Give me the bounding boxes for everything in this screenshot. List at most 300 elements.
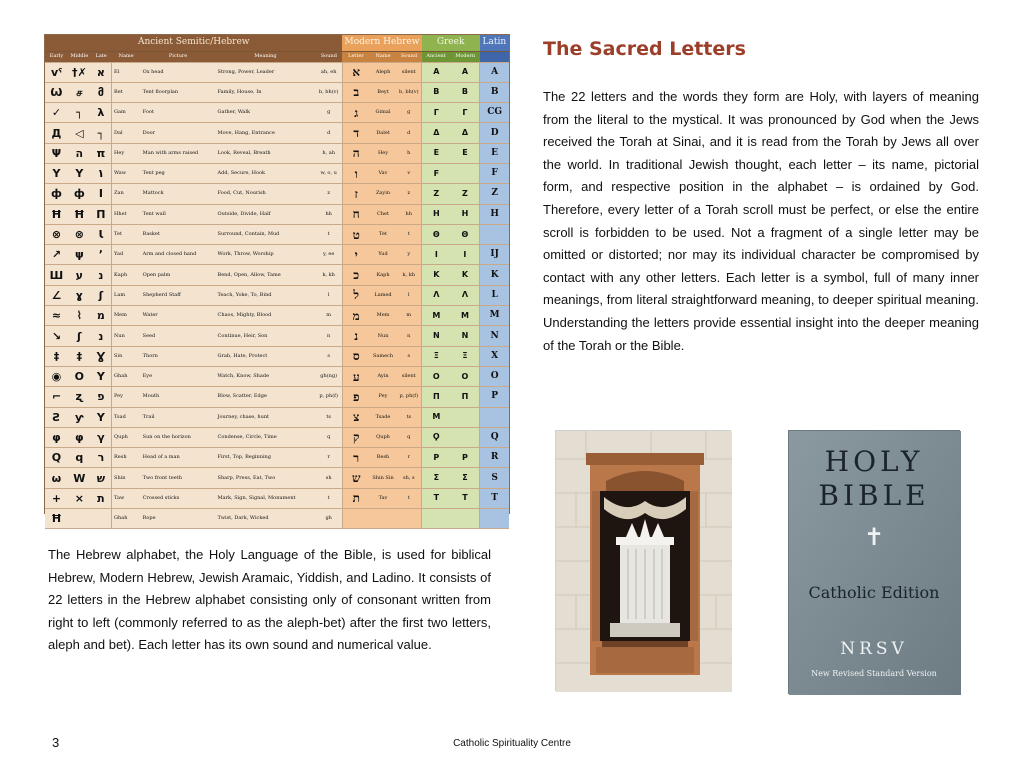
cell-meaning: Blow, Scatter, Edge	[216, 387, 316, 407]
table-row	[45, 62, 509, 82]
cell-modern-letter: ה	[342, 143, 369, 163]
cell-modern-name: Chet	[370, 204, 397, 224]
alphabet-table-body	[45, 62, 509, 529]
cell-sound: sh	[315, 468, 342, 488]
cell-meaning: Move, Hang, Entrance	[216, 123, 316, 143]
cell-early: Q	[45, 448, 68, 468]
cell-middle: ச	[68, 82, 91, 102]
cell-sound: gh	[315, 509, 342, 529]
cell-modern-name: Gimal	[370, 103, 397, 123]
bible-version-full: New Revised Standard Version	[811, 669, 937, 678]
cell-greek-modern: H	[451, 204, 480, 224]
cell-greek-ancient: Π	[422, 387, 451, 407]
cell-picture: Eye	[141, 366, 216, 386]
footer-text: Catholic Spirituality Centre	[453, 738, 571, 749]
table-row	[45, 204, 509, 224]
cell-greek-ancient: Λ	[422, 285, 451, 305]
cell-latin: K	[480, 265, 509, 285]
bible-title-line2: BIBLE	[818, 479, 930, 512]
cell-sound: q	[315, 427, 342, 447]
cell-modern-letter: ח	[342, 204, 369, 224]
cell-modern-sound: y	[397, 245, 422, 265]
cell-picture: Tent peg	[141, 163, 216, 183]
cell-sound: s	[315, 346, 342, 366]
cell-name: Hey	[112, 143, 141, 163]
cell-early: Ѡ	[45, 82, 68, 102]
cell-greek-modern: P	[451, 448, 480, 468]
cell-modern-name: Pey	[370, 387, 397, 407]
cell-latin: N	[480, 326, 509, 346]
cell-picture: Trail	[141, 407, 216, 427]
cell-early: ‡	[45, 346, 68, 366]
cell-modern-sound: n	[397, 326, 422, 346]
cell-name: Quph	[112, 427, 141, 447]
header-middle: Middle	[68, 51, 91, 62]
table-row	[45, 326, 509, 346]
cell-meaning: Chaos, Mighty, Blood	[216, 306, 316, 326]
cell-modern-letter: ז	[342, 184, 369, 204]
cell-sound: t	[315, 224, 342, 244]
group-latin: Latin	[480, 35, 509, 51]
cell-early: ω	[45, 468, 68, 488]
cell-name: Tet	[112, 224, 141, 244]
cell-middle: ʃ	[68, 326, 91, 346]
table-row	[45, 468, 509, 488]
cell-middle: Ħ	[68, 204, 91, 224]
cell-middle: ‡	[68, 346, 91, 366]
cell-name: Nun	[112, 326, 141, 346]
cell-modern-letter: ר	[342, 448, 369, 468]
cell-greek-ancient: Ϙ	[422, 427, 451, 447]
bible-title-line1: HOLY	[824, 445, 924, 478]
cell-greek-ancient: F	[422, 163, 451, 183]
cell-modern-sound: k, kh	[397, 265, 422, 285]
cell-modern-sound: m	[397, 306, 422, 326]
cell-greek-ancient: K	[422, 265, 451, 285]
cell-modern-name: Aleph	[370, 62, 397, 82]
cell-modern-sound: hh	[397, 204, 422, 224]
cell-modern-letter: ב	[342, 82, 369, 102]
cell-late: ʃ	[91, 285, 112, 305]
cell-greek-ancient: Δ	[422, 123, 451, 143]
cell-greek-modern: Θ	[451, 224, 480, 244]
cell-sound: hh	[315, 204, 342, 224]
cell-picture: Shepherd Staff	[141, 285, 216, 305]
cell-modern-sound: r	[397, 448, 422, 468]
group-modern-hebrew: Modern Hebrew	[342, 35, 421, 51]
table-row	[45, 306, 509, 326]
cell-modern-name: Tav	[370, 488, 397, 508]
cell-modern-name: Kaph	[370, 265, 397, 285]
cell-meaning: First, Top, Beginning	[216, 448, 316, 468]
cell-modern-name: Tsade	[370, 407, 397, 427]
cell-greek-modern	[451, 407, 480, 427]
cell-greek-ancient: N	[422, 326, 451, 346]
cell-latin: P	[480, 387, 509, 407]
cell-middle: ⌇	[68, 306, 91, 326]
cell-meaning: Family, House, In	[216, 82, 316, 102]
cell-greek-modern: N	[451, 326, 480, 346]
cell-greek-ancient: E	[422, 143, 451, 163]
cell-modern-name: Dalet	[370, 123, 397, 143]
cell-picture: Seed	[141, 326, 216, 346]
cell-late: Y	[91, 407, 112, 427]
table-row	[45, 224, 509, 244]
cell-sound: t	[315, 488, 342, 508]
page-title: The Sacred Letters	[543, 38, 746, 60]
cell-greek-ancient: P	[422, 448, 451, 468]
cell-modern-letter: ט	[342, 224, 369, 244]
header-latin	[480, 51, 509, 62]
cell-greek-ancient	[422, 509, 451, 529]
cell-picture: Water	[141, 306, 216, 326]
cell-name: Shin	[112, 468, 141, 488]
cell-early: Ħ	[45, 509, 68, 529]
cell-meaning: Sharp, Press, Eat, Two	[216, 468, 316, 488]
cell-latin: D	[480, 123, 509, 143]
cell-middle: ψ	[68, 245, 91, 265]
cell-name: Sin	[112, 346, 141, 366]
cell-late: ┐	[91, 123, 112, 143]
cell-modern-letter: ס	[342, 346, 369, 366]
cell-late: Y	[91, 366, 112, 386]
cell-modern-name: Vav	[370, 163, 397, 183]
cell-late: π	[91, 143, 112, 163]
cell-name: Kaph	[112, 265, 141, 285]
cell-middle: W	[68, 468, 91, 488]
cell-middle: ƴ	[68, 407, 91, 427]
cell-latin	[480, 407, 509, 427]
cell-modern-name: Shin Sin	[370, 468, 397, 488]
cell-meaning: Journey, chase, hunt	[216, 407, 316, 427]
header-modern-sound: Sound	[397, 51, 422, 62]
table-row	[45, 103, 509, 123]
cell-picture: Open palm	[141, 265, 216, 285]
cell-picture: Crossed sticks	[141, 488, 216, 508]
cell-modern-letter	[342, 509, 369, 529]
cell-modern-sound: h	[397, 143, 422, 163]
alphabet-table	[45, 35, 509, 529]
cell-name: Hhet	[112, 204, 141, 224]
cell-modern-name: Lamed	[370, 285, 397, 305]
cell-modern-letter: א	[342, 62, 369, 82]
cell-middle: ɣ	[68, 285, 91, 305]
cell-modern-letter: ע	[342, 366, 369, 386]
cell-late: I	[91, 184, 112, 204]
cell-meaning: Continue, Heir, Son	[216, 326, 316, 346]
cell-sound: g	[315, 103, 342, 123]
cell-greek-ancient: T	[422, 488, 451, 508]
cell-name: Resh	[112, 448, 141, 468]
header-modern-name: Name	[370, 51, 397, 62]
header-name: Name	[112, 51, 141, 62]
cell-late: מ	[91, 306, 112, 326]
cell-greek-modern: E	[451, 143, 480, 163]
cell-picture: Rope	[141, 509, 216, 529]
cell-greek-modern: Σ	[451, 468, 480, 488]
cell-modern-name: Tet	[370, 224, 397, 244]
cell-early: ⊗	[45, 224, 68, 244]
torah-ark-illustration	[556, 431, 732, 692]
cell-modern-letter: ק	[342, 427, 369, 447]
cell-name: Lam	[112, 285, 141, 305]
cell-late: א	[91, 62, 112, 82]
cell-picture: Two front teeth	[141, 468, 216, 488]
cell-picture: Arm and closed hand	[141, 245, 216, 265]
cell-modern-letter: ש	[342, 468, 369, 488]
cell-modern-sound: t	[397, 224, 422, 244]
cell-sound: ts	[315, 407, 342, 427]
table-row	[45, 265, 509, 285]
cell-meaning: Teach, Yoke, To, Bind	[216, 285, 316, 305]
cell-late: Ɩ	[91, 224, 112, 244]
cell-greek-ancient: Σ	[422, 468, 451, 488]
cell-greek-modern: Δ	[451, 123, 480, 143]
cell-sound: r	[315, 448, 342, 468]
description-paragraph: The Hebrew alphabet, the Holy Language of the Bible, is used for biblical Hebrew, Modern Hebrew, Jewish Aramaic, Yiddish, and Ladino. It consists of 22 letters in the Hebrew alphabet consisting only of consonant written from right to left (commonly referred to as the aleph-bet) after the first two letters, aleph and bet). Each letter has its own sound and numerical value.	[48, 547, 491, 653]
cell-middle: ע	[68, 265, 91, 285]
cell-sound: b, bh(v)	[315, 82, 342, 102]
cell-latin: B	[480, 82, 509, 102]
header-late: Late	[91, 51, 112, 62]
cell-sound: l	[315, 285, 342, 305]
cell-picture: Thorn	[141, 346, 216, 366]
cell-late: פ	[91, 387, 112, 407]
cross-icon: ✝	[863, 523, 885, 551]
cell-middle: ┐	[68, 103, 91, 123]
table-row	[45, 82, 509, 102]
cell-greek-modern: I	[451, 245, 480, 265]
cell-meaning: Add, Secure, Hook	[216, 163, 316, 183]
cell-meaning: Food, Cut, Nourish	[216, 184, 316, 204]
cell-meaning: Condense, Circle, Time	[216, 427, 316, 447]
header-greek-modern: Modern	[451, 51, 480, 62]
cell-meaning: Twist, Dark, Wicked	[216, 509, 316, 529]
cell-sound: k, kh	[315, 265, 342, 285]
cell-modern-name: Mem	[370, 306, 397, 326]
cell-greek-ancient: Γ	[422, 103, 451, 123]
cell-name: Dal	[112, 123, 141, 143]
cell-latin: Q	[480, 427, 509, 447]
cell-modern-sound: v	[397, 163, 422, 183]
cell-modern-sound: s	[397, 346, 422, 366]
cell-greek-modern: Γ	[451, 103, 480, 123]
cell-greek-modern	[451, 509, 480, 529]
cell-modern-name	[370, 509, 397, 529]
cell-modern-name: Hey	[370, 143, 397, 163]
table-row	[45, 245, 509, 265]
cell-picture: Foot	[141, 103, 216, 123]
cell-early: ↗	[45, 245, 68, 265]
cell-early: ✓	[45, 103, 68, 123]
cell-middle: q	[68, 448, 91, 468]
cell-latin	[480, 509, 509, 529]
cell-name: Yad	[112, 245, 141, 265]
bible-edition: Catholic Edition	[808, 583, 940, 602]
cell-middle: ф	[68, 184, 91, 204]
cell-modern-sound: p, ph(f)	[397, 387, 422, 407]
cell-picture: Mouth	[141, 387, 216, 407]
cell-middle: †✗	[68, 62, 91, 82]
cell-late: γ	[91, 427, 112, 447]
header-sound: Sound	[315, 51, 342, 62]
cell-sound: m	[315, 306, 342, 326]
group-ancient-hebrew: Ancient Semitic/Hebrew	[45, 35, 342, 51]
cell-greek-ancient: A	[422, 62, 451, 82]
cell-sound: w, o, u	[315, 163, 342, 183]
table-row	[45, 407, 509, 427]
cell-sound: y, ee	[315, 245, 342, 265]
cell-greek-modern: Π	[451, 387, 480, 407]
cell-greek-modern: Z	[451, 184, 480, 204]
cell-early: φ	[45, 427, 68, 447]
cell-modern-name: Samech	[370, 346, 397, 366]
cell-name: Taw	[112, 488, 141, 508]
holy-bible-cover	[788, 430, 960, 694]
cell-early: ф	[45, 184, 68, 204]
cell-greek-ancient: M	[422, 407, 451, 427]
cell-latin: T	[480, 488, 509, 508]
cell-modern-letter: פ	[342, 387, 369, 407]
cell-middle: Y	[68, 163, 91, 183]
cell-greek-modern: T	[451, 488, 480, 508]
cell-late: ת	[91, 488, 112, 508]
cell-late: ר	[91, 448, 112, 468]
cell-picture: Tent floorplan	[141, 82, 216, 102]
cell-name: Zan	[112, 184, 141, 204]
cell-modern-sound: z	[397, 184, 422, 204]
cell-modern-name: Yud	[370, 245, 397, 265]
cell-modern-sound: l	[397, 285, 422, 305]
cell-greek-ancient: M	[422, 306, 451, 326]
cell-early: ≈	[45, 306, 68, 326]
cell-modern-sound: ts	[397, 407, 422, 427]
cell-picture: Man with arms raised	[141, 143, 216, 163]
page-number: 3	[52, 735, 60, 750]
cell-greek-modern: M	[451, 306, 480, 326]
cell-modern-name: Nun	[370, 326, 397, 346]
cell-early: Д	[45, 123, 68, 143]
cell-picture: Door	[141, 123, 216, 143]
table-row	[45, 427, 509, 447]
cell-latin: R	[480, 448, 509, 468]
cell-middle: ⊗	[68, 224, 91, 244]
cell-early: vˤ	[45, 62, 68, 82]
cell-middle: O	[68, 366, 91, 386]
cell-late: נ	[91, 265, 112, 285]
cell-latin: A	[480, 62, 509, 82]
cell-name: Tsad	[112, 407, 141, 427]
table-row	[45, 387, 509, 407]
cell-modern-letter: נ	[342, 326, 369, 346]
cell-middle: ʐ	[68, 387, 91, 407]
cell-meaning: Gather, Walk	[216, 103, 316, 123]
cell-picture: Head of a man	[141, 448, 216, 468]
cell-early: ◉	[45, 366, 68, 386]
cell-modern-sound: b, bh(v)	[397, 82, 422, 102]
cell-early: Ƨ	[45, 407, 68, 427]
cell-late: ١	[91, 163, 112, 183]
cell-name: Bet	[112, 82, 141, 102]
cell-modern-letter: מ	[342, 306, 369, 326]
cell-latin: F	[480, 163, 509, 183]
cell-meaning: Look, Reveal, Breath	[216, 143, 316, 163]
cell-early: Y	[45, 163, 68, 183]
cell-latin: Z	[480, 184, 509, 204]
cell-early: +	[45, 488, 68, 508]
cell-middle	[68, 509, 91, 529]
cell-greek-modern: O	[451, 366, 480, 386]
cell-picture: Tent wall	[141, 204, 216, 224]
cell-late: ʼ	[91, 245, 112, 265]
cell-early: ↘	[45, 326, 68, 346]
cell-greek-modern: B	[451, 82, 480, 102]
cell-greek-ancient: O	[422, 366, 451, 386]
cell-latin	[480, 224, 509, 244]
group-greek: Greek	[422, 35, 480, 51]
cell-modern-letter: צ	[342, 407, 369, 427]
alphabet-chart	[44, 34, 510, 526]
table-row	[45, 509, 509, 529]
header-letter: Letter	[342, 51, 369, 62]
header-greek-ancient: Ancient	[422, 51, 451, 62]
cell-greek-modern: Λ	[451, 285, 480, 305]
cell-modern-sound: t	[397, 488, 422, 508]
table-row	[45, 184, 509, 204]
cell-modern-letter: ג	[342, 103, 369, 123]
cell-name: El	[112, 62, 141, 82]
cell-middle: ×	[68, 488, 91, 508]
cell-early: ∠	[45, 285, 68, 305]
cell-sound: z	[315, 184, 342, 204]
torah-ark-photo	[555, 430, 731, 691]
cell-latin: S	[480, 468, 509, 488]
cell-name: Pey	[112, 387, 141, 407]
cell-late: მ	[91, 82, 112, 102]
cell-greek-ancient: I	[422, 245, 451, 265]
cell-middle: ה	[68, 143, 91, 163]
table-row	[45, 346, 509, 366]
header-meaning: Meaning	[216, 51, 316, 62]
cell-modern-letter: ו	[342, 163, 369, 183]
cell-meaning: Mark, Sign, Signal, Monument	[216, 488, 316, 508]
cell-modern-name: Resh	[370, 448, 397, 468]
cell-modern-sound: silent	[397, 62, 422, 82]
cell-modern-sound: q	[397, 427, 422, 447]
cell-latin: O	[480, 366, 509, 386]
cell-name: Mem	[112, 306, 141, 326]
cell-meaning: Bend, Open, Allow, Tame	[216, 265, 316, 285]
cell-sound: n	[315, 326, 342, 346]
cell-sound: h, ah	[315, 143, 342, 163]
cell-latin: IJ	[480, 245, 509, 265]
table-row	[45, 123, 509, 143]
cell-latin: L	[480, 285, 509, 305]
cell-meaning: Watch, Know, Shade	[216, 366, 316, 386]
cell-meaning: Surround, Contain, Mud	[216, 224, 316, 244]
cell-early: Ψ	[45, 143, 68, 163]
cell-modern-sound: g	[397, 103, 422, 123]
cell-middle: ◁	[68, 123, 91, 143]
cell-late: ש	[91, 468, 112, 488]
cell-modern-sound: d	[397, 123, 422, 143]
header-early: Early	[45, 51, 68, 62]
cell-late: נ	[91, 326, 112, 346]
cell-modern-letter: ד	[342, 123, 369, 143]
cell-early: ⌐	[45, 387, 68, 407]
header-picture: Picture	[141, 51, 216, 62]
cell-sound: d	[315, 123, 342, 143]
